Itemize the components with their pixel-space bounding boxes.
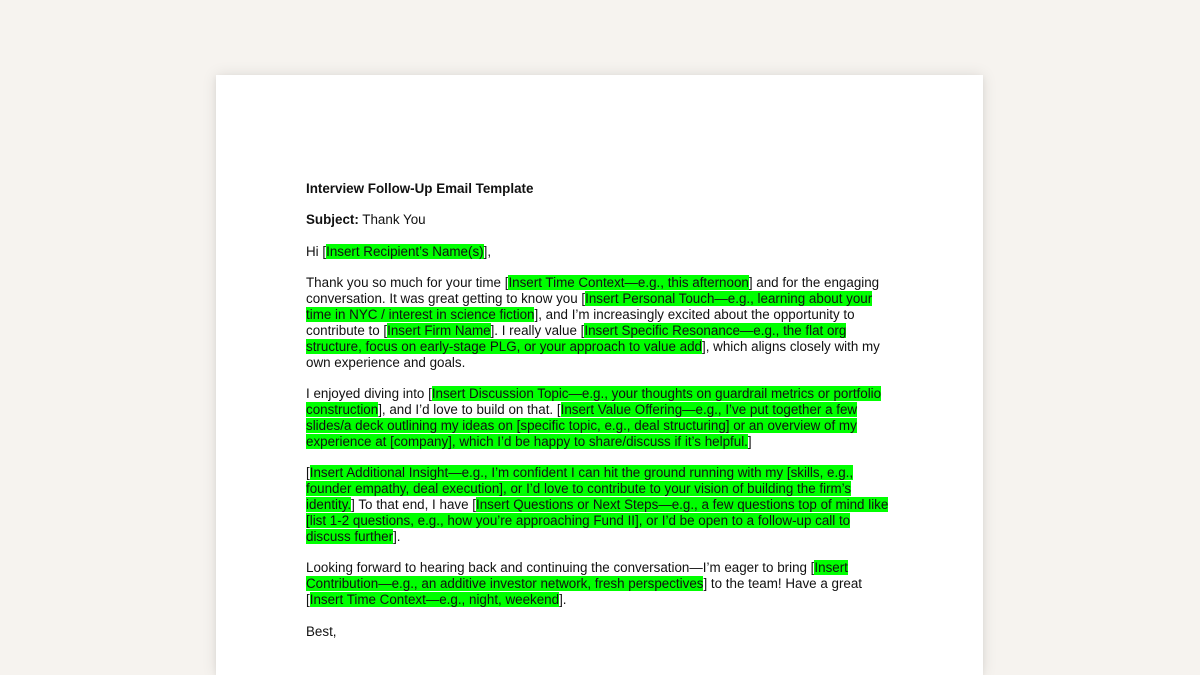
- email-template-body: [306, 181, 896, 655]
- placeholder-highlight: Insert Contribution—e.g., an additive investor network, fresh perspectives: [306, 560, 848, 592]
- document-page: [216, 75, 983, 675]
- paragraph-text: ], and I’m increasingly excited about the opportunity to contribute to [: [306, 307, 855, 338]
- paragraph-text: [: [306, 465, 310, 481]
- paragraph-text: ] to the team! Have a great [: [306, 576, 863, 608]
- subject-value: Thank You: [358, 212, 426, 228]
- subject-label: Subject:: [306, 212, 359, 228]
- paragraph-text: ],: [483, 243, 492, 259]
- paragraph-text: Hi [: [306, 243, 327, 259]
- paragraph-text: ]: [747, 433, 752, 449]
- paragraph-text: ].: [393, 528, 401, 544]
- paragraph-text: ].: [559, 592, 567, 608]
- placeholder-highlight: Insert Time Context—e.g., night, weekend: [309, 592, 560, 608]
- paragraph-text: ] and for the engaging conversation. It was great getting to know you [: [306, 275, 880, 307]
- placeholder-highlight: Insert Time Context—e.g., this afternoon: [508, 275, 749, 291]
- paragraph-text: Looking forward to hearing back and continuing the conversation—I’m eager to bring [: [306, 560, 815, 576]
- placeholder-highlight: Insert Firm Name: [387, 322, 491, 338]
- email-paragraph: [306, 386, 896, 450]
- paragraph-text: ] To that end, I have [: [351, 497, 476, 513]
- paragraph-text: ], and I’d love to build on that. [: [378, 402, 561, 418]
- placeholder-highlight: Insert Questions or Next Steps—e.g., a few questions top of mind like [list 1-2 questions, e.g., how you’re approaching Fund II], or I’d be open to a follow-up call to discuss further: [306, 497, 889, 544]
- paragraph-text: I enjoyed diving into [: [306, 386, 432, 402]
- placeholder-highlight: Insert Value Offering—e.g., I’ve put together a few slides/a deck outlining my ideas on [specific topic, e.g., deal structuring] or an overview of my experience at [company], which I’d be happy to share/discuss if it’s helpful.: [306, 402, 858, 449]
- paragraph-text: ]. I really value [: [490, 322, 585, 338]
- subject-line: [306, 212, 896, 228]
- email-paragraph: [306, 275, 896, 370]
- placeholder-highlight: Insert Additional Insight—e.g., I’m confident I can hit the ground running with my [skills, e.g., founder empathy, deal execution], or I’d love to contribute to your vision of building the firm’s identity.: [306, 465, 854, 513]
- email-paragraphs: [306, 244, 896, 640]
- placeholder-highlight: Insert Discussion Topic—e.g., your thoughts on guardrail metrics or portfolio construction: [306, 386, 882, 418]
- email-paragraph: [306, 244, 896, 260]
- placeholder-highlight: Insert Specific Resonance—e.g., the flat org structure, focus on early-stage PLG, or your approach to value add: [306, 322, 847, 354]
- document-title: Interview Follow-Up Email Template: [306, 181, 534, 196]
- placeholder-highlight: Insert Recipient’s Name(s): [326, 243, 484, 259]
- paragraph-text: ], which aligns closely with my own experience and goals.: [306, 338, 880, 370]
- placeholder-highlight: Insert Personal Touch—e.g., learning about your time in NYC / interest in science fiction: [306, 291, 873, 323]
- paragraph-text: Best,: [306, 623, 337, 639]
- email-paragraph: [306, 465, 896, 545]
- email-paragraph: [306, 624, 896, 640]
- paragraph-text: Thank you so much for your time [: [306, 275, 509, 291]
- email-paragraph: [306, 560, 896, 608]
